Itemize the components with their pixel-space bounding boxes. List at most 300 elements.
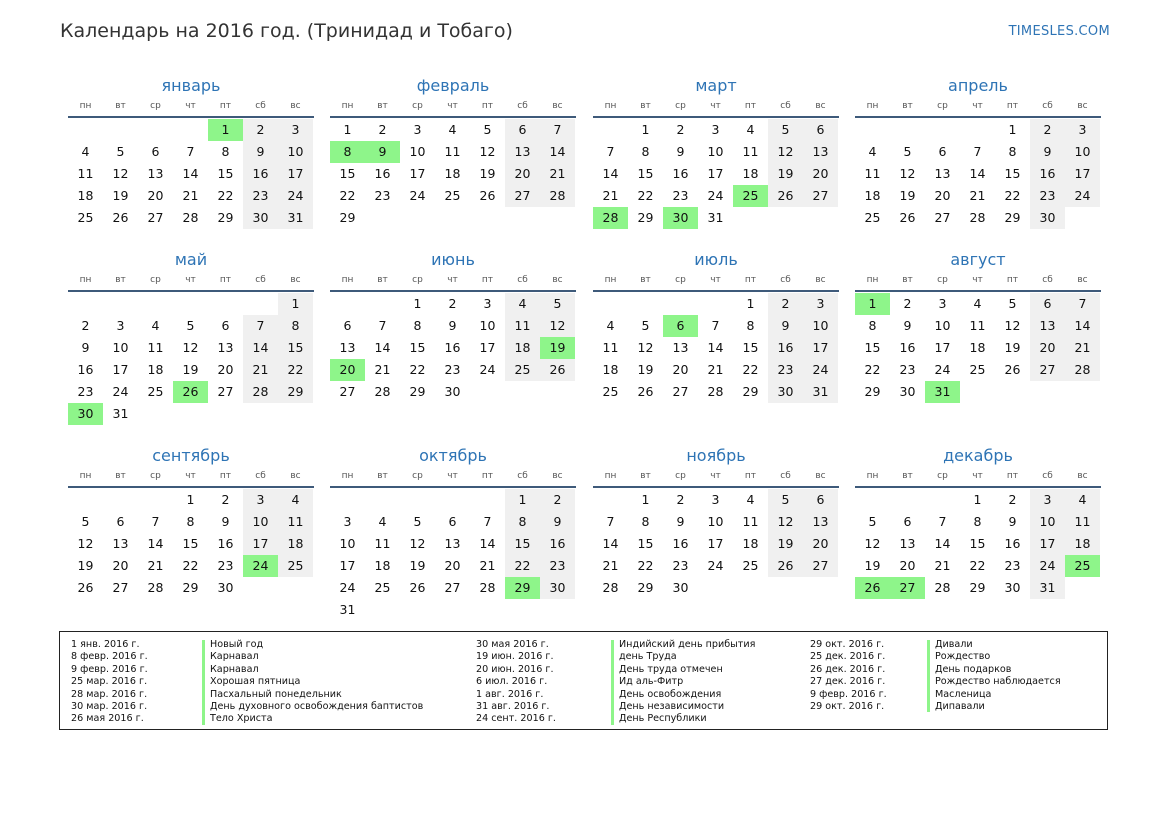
day-cell: 6: [505, 119, 540, 141]
weekday-label: чт: [710, 275, 721, 285]
weekday-label: чт: [972, 471, 983, 481]
empty-cell: [138, 119, 173, 141]
day-cell: 27: [803, 555, 838, 577]
legend-holiday-name: Индийский день прибытия: [619, 639, 756, 650]
legend-holiday-name: Ид аль-Фитр: [619, 676, 684, 688]
day-cell: 22: [969, 557, 986, 573]
weekday-label: пн: [79, 275, 92, 285]
day-cell: 25: [505, 359, 540, 381]
day-cell: 7: [606, 513, 615, 529]
day-cell: 14: [707, 339, 724, 355]
day-cell: 9: [243, 141, 278, 163]
day-cell: 8: [505, 511, 540, 533]
weekday-header: [855, 469, 1101, 483]
day-cell: 12: [899, 165, 916, 181]
day-cell: 29: [409, 383, 426, 399]
day-cell: 23: [77, 383, 94, 399]
day-cell: 22: [742, 361, 759, 377]
day-cell: 8: [973, 513, 982, 529]
day-cell: 25: [602, 383, 619, 399]
day-cell: 6: [221, 317, 230, 333]
month-name: апрель: [948, 76, 1008, 95]
weekday-label: пт: [744, 471, 757, 481]
weekday-label: сб: [1042, 101, 1053, 111]
day-cell: 19: [409, 557, 426, 573]
weekday-header: [330, 469, 576, 483]
day-cell: 4: [278, 489, 313, 511]
day-cell: 25: [444, 187, 461, 203]
day-cell: 22: [637, 557, 654, 573]
day-cell: 4: [868, 143, 877, 159]
day-cell: 4: [606, 317, 615, 333]
holiday-day-cell: 24: [243, 555, 278, 577]
month-block: [330, 445, 576, 621]
holiday-day-cell: 31: [925, 381, 960, 403]
weekday-header: [593, 273, 839, 287]
day-cell: 15: [969, 535, 986, 551]
holiday-day-cell: 1: [208, 119, 243, 141]
weekday-label: чт: [185, 471, 196, 481]
day-cell: 1: [505, 489, 540, 511]
weekday-label: вс: [815, 275, 826, 285]
day-cell: 29: [864, 383, 881, 399]
day-cell: 24: [1030, 555, 1065, 577]
day-cell: 5: [641, 317, 650, 333]
day-cell: 12: [182, 339, 199, 355]
empty-cell: [698, 293, 733, 315]
month-name: август: [950, 250, 1006, 269]
day-cell: 14: [243, 337, 278, 359]
day-cell: 17: [803, 337, 838, 359]
day-cell: 13: [672, 339, 689, 355]
day-cell: 26: [479, 187, 496, 203]
day-cell: 18: [444, 165, 461, 181]
legend-holiday-name: Дивали: [935, 639, 973, 650]
day-cell: 18: [742, 535, 759, 551]
day-cell: 21: [243, 359, 278, 381]
legend-names-col-2: [619, 639, 755, 726]
day-cell: 3: [938, 296, 947, 311]
legend-holiday-name: Дипавали: [935, 701, 985, 713]
day-cell: 9: [1030, 141, 1065, 163]
month-block: [68, 75, 314, 229]
month-block: [330, 75, 576, 229]
day-cell: 12: [409, 535, 426, 551]
day-cell: 22: [217, 187, 234, 203]
holiday-day-cell: 6: [663, 315, 698, 337]
day-cell: 3: [711, 122, 720, 137]
day-cell: 22: [637, 187, 654, 203]
day-cell: 22: [339, 187, 356, 203]
day-cell: 29: [1004, 209, 1021, 225]
day-cell: 8: [868, 317, 877, 333]
day-cell: 10: [409, 143, 426, 159]
day-cell: 14: [147, 535, 164, 551]
month-block: [330, 249, 576, 403]
weekday-label: пт: [219, 275, 232, 285]
weekday-label: ср: [412, 275, 423, 285]
legend-holiday-name: Рождество: [935, 651, 991, 663]
day-cell: 16: [1030, 163, 1065, 185]
day-cell: 3: [413, 122, 422, 137]
weekday-label: вс: [290, 275, 301, 285]
empty-cell: [330, 489, 365, 511]
weekday-label: вс: [1077, 471, 1088, 481]
day-cell: 20: [899, 557, 916, 573]
weekday-label: вс: [815, 471, 826, 481]
weekday-label: пн: [866, 471, 879, 481]
day-cell: 27: [934, 209, 951, 225]
weekday-label: сб: [780, 101, 791, 111]
day-cell: 18: [1065, 533, 1100, 555]
day-cell: 1: [1008, 122, 1017, 137]
header-rule: [593, 290, 839, 292]
day-grid: [330, 293, 576, 403]
day-cell: 29: [339, 209, 356, 225]
weekday-label: вт: [902, 471, 913, 481]
day-cell: 31: [278, 207, 313, 229]
empty-cell: [208, 293, 243, 315]
day-cell: 11: [278, 511, 313, 533]
day-cell: 21: [602, 557, 619, 573]
holiday-day-cell: 20: [330, 359, 365, 381]
day-cell: 12: [112, 165, 129, 181]
day-cell: 17: [707, 535, 724, 551]
weekday-label: пт: [744, 275, 757, 285]
empty-cell: [365, 293, 400, 315]
day-cell: 23: [217, 557, 234, 573]
day-cell: 26: [112, 209, 129, 225]
month-block: [855, 445, 1101, 599]
holiday-day-cell: 30: [68, 403, 103, 425]
legend-date: 25 дек. 2016 г.: [810, 651, 886, 663]
day-cell: 9: [221, 513, 230, 529]
day-cell: 5: [413, 513, 422, 529]
day-cell: 3: [343, 513, 352, 529]
weekday-label: чт: [447, 275, 458, 285]
day-cell: 9: [903, 317, 912, 333]
day-cell: 14: [934, 535, 951, 551]
weekday-label: вт: [115, 101, 126, 111]
day-cell: 16: [1004, 535, 1021, 551]
day-cell: 21: [540, 163, 575, 185]
day-cell: 12: [864, 535, 881, 551]
legend-date: 30 мая 2016 г.: [476, 639, 549, 650]
day-cell: 18: [147, 361, 164, 377]
day-cell: 8: [641, 143, 650, 159]
day-cell: 2: [768, 293, 803, 315]
day-cell: 14: [969, 165, 986, 181]
day-grid: [593, 489, 839, 599]
day-cell: 13: [444, 535, 461, 551]
weekday-label: пн: [866, 101, 879, 111]
day-cell: 24: [409, 187, 426, 203]
weekday-label: чт: [447, 101, 458, 111]
day-cell: 2: [243, 119, 278, 141]
month-block: [593, 445, 839, 599]
day-cell: 10: [479, 317, 496, 333]
day-cell: 23: [540, 555, 575, 577]
holiday-day-cell: 9: [365, 141, 400, 163]
day-cell: 3: [243, 489, 278, 511]
day-cell: 3: [1030, 489, 1065, 511]
weekday-label: сб: [1042, 275, 1053, 285]
day-cell: 12: [637, 339, 654, 355]
day-cell: 22: [278, 359, 313, 381]
day-cell: 5: [116, 143, 125, 159]
day-grid: [330, 489, 576, 621]
day-cell: 19: [112, 187, 129, 203]
weekday-label: сб: [780, 275, 791, 285]
legend-names-col-3: [935, 639, 1061, 713]
day-cell: 16: [899, 339, 916, 355]
empty-cell: [855, 119, 890, 141]
day-cell: 20: [803, 163, 838, 185]
day-cell: 25: [742, 557, 759, 573]
weekday-label: ср: [937, 275, 948, 285]
day-cell: 2: [1030, 119, 1065, 141]
day-cell: 7: [606, 143, 615, 159]
legend-holiday-name: День Республики: [619, 713, 707, 725]
day-cell: 21: [969, 187, 986, 203]
weekday-label: пн: [604, 275, 617, 285]
month-name: февраль: [416, 76, 490, 95]
day-cell: 23: [672, 187, 689, 203]
day-cell: 27: [112, 579, 129, 595]
weekday-label: вс: [290, 101, 301, 111]
weekday-header: [330, 99, 576, 113]
day-cell: 5: [868, 513, 877, 529]
month-block: [593, 249, 839, 403]
day-cell: 1: [278, 293, 313, 315]
legend-holiday-name: Рождество наблюдается: [935, 676, 1061, 688]
weekday-label: чт: [710, 101, 721, 111]
legend-date: 19 июн. 2016 г.: [476, 651, 554, 663]
weekday-label: вт: [902, 101, 913, 111]
site-link[interactable]: TIMESLES.COM: [1008, 24, 1110, 39]
day-cell: 14: [602, 165, 619, 181]
day-cell: 13: [1030, 315, 1065, 337]
day-cell: 10: [934, 317, 951, 333]
day-cell: 17: [339, 557, 356, 573]
weekday-label: ср: [675, 275, 686, 285]
day-cell: 30: [768, 381, 803, 403]
day-cell: 27: [217, 383, 234, 399]
legend-date: 28 мар. 2016 г.: [71, 688, 148, 700]
day-cell: 12: [479, 143, 496, 159]
day-cell: 14: [1065, 315, 1100, 337]
holiday-legend: [59, 631, 1108, 730]
empty-cell: [103, 293, 138, 315]
day-cell: 9: [540, 511, 575, 533]
day-cell: 2: [903, 296, 912, 311]
day-cell: 9: [768, 315, 803, 337]
day-cell: 15: [182, 535, 199, 551]
day-cell: 7: [540, 119, 575, 141]
day-grid: [855, 489, 1101, 599]
day-cell: 8: [641, 513, 650, 529]
day-cell: 6: [116, 513, 125, 529]
day-cell: 19: [77, 557, 94, 573]
legend-date: 29 окт. 2016 г.: [810, 701, 885, 713]
day-cell: 13: [899, 535, 916, 551]
day-cell: 13: [505, 141, 540, 163]
day-cell: 31: [707, 209, 724, 225]
day-cell: 13: [339, 339, 356, 355]
day-cell: 18: [969, 339, 986, 355]
day-cell: 15: [339, 165, 356, 181]
day-cell: 13: [147, 165, 164, 181]
day-cell: 25: [147, 383, 164, 399]
weekday-label: сб: [517, 471, 528, 481]
empty-cell: [593, 489, 628, 511]
day-cell: 27: [672, 383, 689, 399]
legend-bar-3: [927, 640, 930, 712]
day-cell: 5: [540, 293, 575, 315]
day-cell: 11: [864, 165, 881, 181]
day-cell: 17: [1065, 163, 1100, 185]
day-cell: 29: [742, 383, 759, 399]
legend-holiday-name: День подарков: [935, 663, 1012, 675]
day-cell: 3: [116, 317, 125, 333]
day-cell: 18: [278, 533, 313, 555]
holiday-day-cell: 26: [855, 577, 890, 599]
day-cell: 29: [969, 579, 986, 595]
day-cell: 26: [768, 555, 803, 577]
month-name: ноябрь: [686, 446, 746, 465]
weekday-header: [855, 99, 1101, 113]
holiday-day-cell: 25: [733, 185, 768, 207]
day-cell: 18: [374, 557, 391, 573]
day-cell: 6: [1030, 293, 1065, 315]
day-cell: 21: [374, 361, 391, 377]
day-cell: 22: [864, 361, 881, 377]
weekday-label: вт: [377, 101, 388, 111]
weekday-label: пт: [481, 275, 494, 285]
empty-cell: [890, 489, 925, 511]
day-cell: 29: [217, 209, 234, 225]
day-cell: 13: [803, 511, 838, 533]
day-cell: 7: [186, 143, 195, 159]
day-cell: 7: [973, 143, 982, 159]
weekday-label: чт: [972, 275, 983, 285]
day-cell: 7: [938, 513, 947, 529]
day-cell: 28: [602, 579, 619, 595]
month-block: [68, 445, 314, 599]
legend-date: 9 февр. 2016 г.: [71, 663, 148, 675]
day-grid: [593, 119, 839, 229]
day-grid: [330, 119, 576, 229]
weekday-label: чт: [710, 471, 721, 481]
day-cell: 6: [803, 119, 838, 141]
day-cell: 24: [278, 185, 313, 207]
page-title: Календарь на 2016 год. (Тринидад и Тобаго): [60, 20, 513, 42]
empty-cell: [925, 119, 960, 141]
day-cell: 26: [1004, 361, 1021, 377]
day-cell: 11: [1065, 511, 1100, 533]
holiday-day-cell: 19: [540, 337, 575, 359]
weekday-label: пн: [604, 471, 617, 481]
day-cell: 4: [746, 122, 755, 137]
day-cell: 2: [676, 492, 685, 507]
day-cell: 11: [742, 143, 759, 159]
day-cell: 22: [505, 555, 540, 577]
day-cell: 10: [278, 141, 313, 163]
day-cell: 30: [899, 383, 916, 399]
empty-cell: [593, 119, 628, 141]
day-cell: 7: [711, 317, 720, 333]
day-cell: 20: [444, 557, 461, 573]
legend-date: 6 июл. 2016 г.: [476, 676, 548, 688]
month-block: [68, 249, 314, 425]
day-cell: 14: [182, 165, 199, 181]
day-cell: 24: [707, 557, 724, 573]
weekday-label: вс: [1077, 275, 1088, 285]
legend-holiday-name: Пасхальный понедельник: [210, 688, 342, 700]
day-cell: 28: [182, 209, 199, 225]
day-grid: [68, 119, 314, 229]
weekday-label: вт: [902, 275, 913, 285]
empty-cell: [68, 293, 103, 315]
day-cell: 9: [676, 513, 685, 529]
day-cell: 8: [746, 317, 755, 333]
month-name: сентябрь: [152, 446, 230, 465]
day-cell: 29: [637, 579, 654, 595]
day-cell: 13: [217, 339, 234, 355]
weekday-label: сб: [780, 471, 791, 481]
weekday-label: сб: [255, 101, 266, 111]
day-cell: 12: [1004, 317, 1021, 333]
day-cell: 21: [602, 187, 619, 203]
day-cell: 25: [864, 209, 881, 225]
legend-holiday-name: Хорошая пятница: [210, 676, 301, 688]
legend-date: 20 июн. 2016 г.: [476, 663, 554, 675]
day-cell: 17: [243, 533, 278, 555]
day-cell: 15: [409, 339, 426, 355]
legend-holiday-name: Карнавал: [210, 651, 259, 663]
month-name: июнь: [431, 250, 475, 269]
day-cell: 20: [112, 557, 129, 573]
day-cell: 16: [444, 339, 461, 355]
day-cell: 12: [77, 535, 94, 551]
day-cell: 19: [768, 163, 803, 185]
day-cell: 30: [444, 383, 461, 399]
day-cell: 20: [147, 187, 164, 203]
weekday-label: пт: [1006, 101, 1019, 111]
holiday-day-cell: 1: [855, 293, 890, 315]
day-cell: 8: [221, 143, 230, 159]
day-cell: 4: [448, 122, 457, 137]
day-cell: 1: [343, 122, 352, 137]
day-cell: 23: [768, 359, 803, 381]
holiday-day-cell: 28: [593, 207, 628, 229]
month-name: январь: [161, 76, 221, 95]
empty-cell: [68, 119, 103, 141]
day-cell: 19: [768, 533, 803, 555]
day-cell: 10: [339, 535, 356, 551]
holiday-day-cell: 8: [330, 141, 365, 163]
day-cell: 15: [864, 339, 881, 355]
weekday-label: пт: [1006, 275, 1019, 285]
day-cell: 5: [186, 317, 195, 333]
day-cell: 13: [934, 165, 951, 181]
legend-date: 27 дек. 2016 г.: [810, 676, 886, 688]
empty-cell: [330, 293, 365, 315]
holiday-day-cell: 30: [663, 207, 698, 229]
legend-holiday-name: Новый год: [210, 639, 264, 650]
day-cell: 9: [676, 143, 685, 159]
weekday-label: вс: [552, 471, 563, 481]
